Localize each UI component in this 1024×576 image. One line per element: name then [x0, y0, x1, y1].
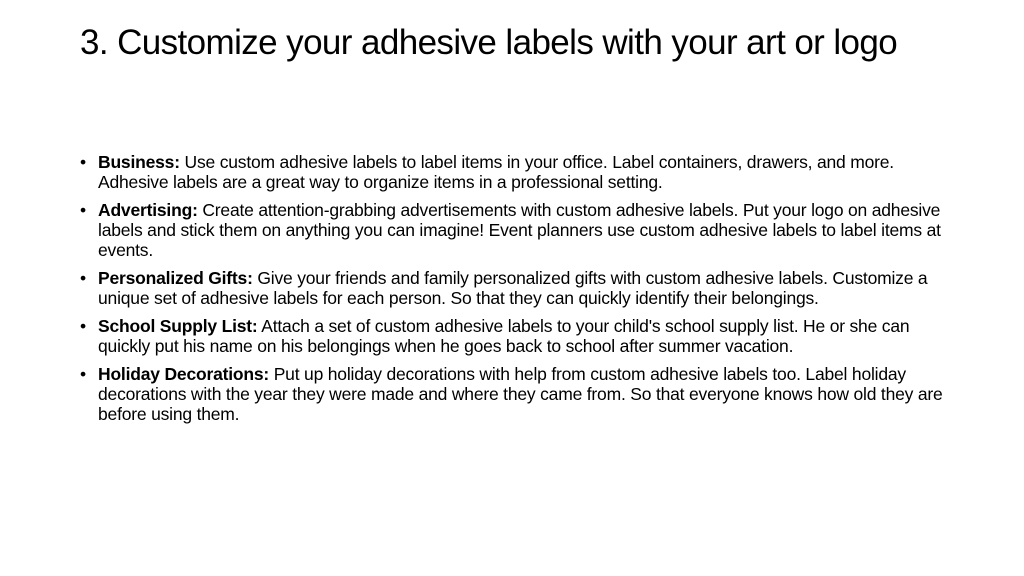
bullet-text: Give your friends and family personalized gifts with custom adhesive labels. Customize a unique set of adhesive labels for each person. So that they can quickly identify their belongings.	[98, 268, 928, 308]
bullet-term: Advertising:	[98, 200, 198, 220]
bullet-term: School Supply List:	[98, 316, 258, 336]
bullet-text: Put up holiday decorations with help from custom adhesive labels too. Label holiday decorations with the year they were made and where they came from. So that everyone knows how old they are before using them.	[98, 364, 943, 424]
bullet-dot-icon: •	[80, 364, 86, 384]
bullet-item-advertising	[80, 200, 950, 260]
bullet-item-holiday-decorations	[80, 364, 950, 424]
bullet-term: Business:	[98, 152, 180, 172]
bullet-text: Create attention-grabbing advertisements with custom adhesive labels. Put your logo on adhesive labels and stick them on anything you can imagine! Event planners use custom adhesive labels to label items at events.	[98, 200, 941, 260]
bullet-dot-icon: •	[80, 316, 86, 336]
bullet-term: Personalized Gifts:	[98, 268, 253, 288]
bullet-item-business	[80, 152, 950, 192]
bullet-text: Attach a set of custom adhesive labels to your child's school supply list. He or she can quickly put his name on his belongings when he goes back to school after summer vacation.	[98, 316, 910, 356]
bullet-term: Holiday Decorations:	[98, 364, 270, 384]
bullet-dot-icon: •	[80, 152, 86, 172]
bullet-item-school-supply-list	[80, 316, 950, 356]
bullet-item-personalized-gifts	[80, 268, 950, 308]
slide-title: 3. Customize your adhesive labels with your art or logo	[80, 23, 898, 62]
bullet-dot-icon: •	[80, 200, 86, 220]
bullet-text: Use custom adhesive labels to label items in your office. Label containers, drawers, and more. Adhesive labels are a great way to organize items in a professional setting.	[98, 152, 894, 192]
bullet-list	[80, 152, 950, 432]
bullet-dot-icon: •	[80, 268, 86, 288]
